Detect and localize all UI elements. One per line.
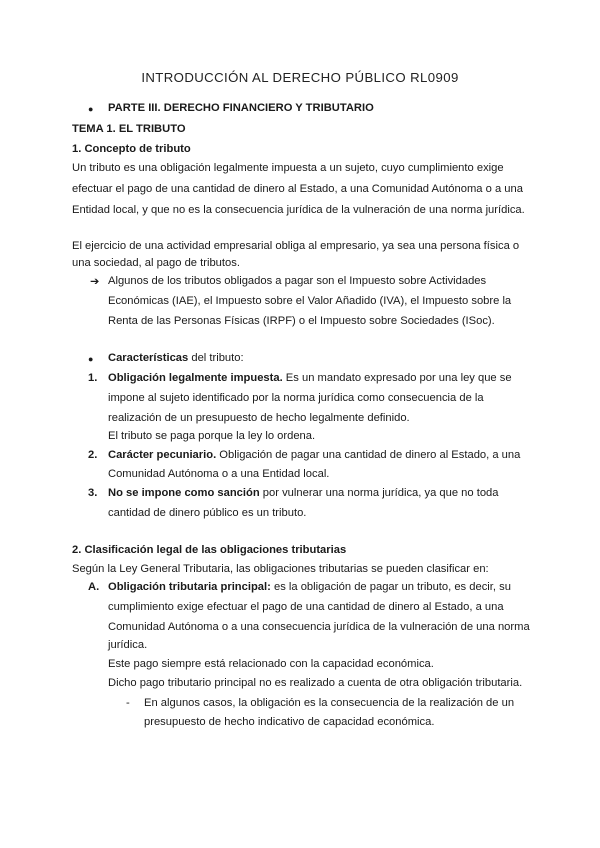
item-a-rest: es la obligación de pagar un tributo, es decir, su [270,581,511,593]
item-a-line-3: Comunidad Autónoma o a una consecuencia jurídica de la vulneración de una norma [108,621,530,633]
dash-bullet: - [126,697,130,709]
item-3-line-1 [108,487,499,499]
part-heading: PARTE III. DERECHO FINANCIERO Y TRIBUTARIO [108,102,374,114]
item-2-rest: Obligación de pagar una cantidad de dinero al Estado, a una [216,449,521,461]
item-1-rest: Es un mandato expresado por una ley que se [282,372,512,384]
section-1-heading: 1. Concepto de tributo [72,143,191,155]
item-3-bold: No se impone como sanción [108,487,260,499]
concept-line-2: efectuar el pago de una cantidad de dinero al Estado, a una Comunidad Autónoma o a una [72,183,523,195]
section-2-intro: Según la Ley General Tributaria, las obligaciones tributarias se pueden clasificar en: [72,563,489,575]
dash-line-1: En algunos casos, la obligación es la consecuencia de la realización de un [144,697,515,709]
characteristics-bold: Características [108,352,189,364]
characteristics-heading [108,352,244,364]
item-a-line-4: jurídica. [108,639,148,651]
item-2-number: 2. [88,449,98,461]
characteristics-bullet: ● [88,354,94,364]
activity-line-2: una sociedad, al pago de tributos. [72,257,240,269]
item-3-number: 3. [88,487,98,499]
document-title: INTRODUCCIÓN AL DERECHO PÚBLICO RL0909 [141,70,459,85]
activity-line-1: El ejercicio de una actividad empresarial obliga al empresario, ya sea una persona física o [72,240,520,252]
item-a-line-6: Dicho pago tributario principal no es realizado a cuenta de otra obligación tributaria. [108,677,523,689]
characteristics-rest: del tributo: [188,352,244,364]
item-2-line-1 [108,449,520,461]
arrow-icon: ➔ [90,276,100,288]
item-a-line-5: Este pago siempre está relacionado con la capacidad económica. [108,658,434,670]
item-a-line-1 [108,581,511,593]
item-1-line-2: impone al sujeto identificado por la norma jurídica como consecuencia de la [108,392,484,404]
section-2-heading: 2. Clasificación legal de las obligaciones tributarias [72,544,347,556]
arrow-line-3: Renta de las Personas Físicas (IRPF) o el Impuesto sobre Sociedades (ISoc). [108,315,495,327]
item-a-bold: Obligación tributaria principal: [108,581,271,593]
item-3-line-2: cantidad de dinero público es un tributo. [108,507,307,519]
tema-heading: TEMA 1. EL TRIBUTO [72,123,186,135]
part-bullet: ● [88,104,94,114]
item-1-line-3: realización de un presupuesto de hecho legalmente definido. [108,412,410,424]
concept-line-3: Entidad local, y que no es la consecuencia jurídica de la vulneración de una norma jurídica. [72,204,525,216]
arrow-line-2: Económicas (IAE), el Impuesto sobre el Valor Añadido (IVA), el Impuesto sobre la [108,295,512,307]
item-2-line-2: Comunidad Autónoma o a una Entidad local. [108,468,330,480]
item-a-label: A. [88,581,100,593]
item-1-line-1 [108,372,512,384]
item-1-number: 1. [88,372,98,384]
item-1-line-4: El tributo se paga porque la ley lo ordena. [108,430,316,442]
concept-line-1: Un tributo es una obligación legalmente impuesta a un sujeto, cuyo cumplimiento exige [72,162,504,174]
arrow-line-1: Algunos de los tributos obligados a pagar son el Impuesto sobre Actividades [108,275,487,287]
item-1-bold: Obligación legalmente impuesta. [108,372,283,384]
item-a-line-2: cumplimiento exige efectuar el pago de una cantidad de dinero al Estado, a una [108,601,504,613]
item-2-bold: Carácter pecuniario. [108,449,217,461]
item-3-rest: por vulnerar una norma jurídica, ya que no toda [259,487,499,499]
dash-line-2: presupuesto de hecho indicativo de capacidad económica. [144,716,435,728]
